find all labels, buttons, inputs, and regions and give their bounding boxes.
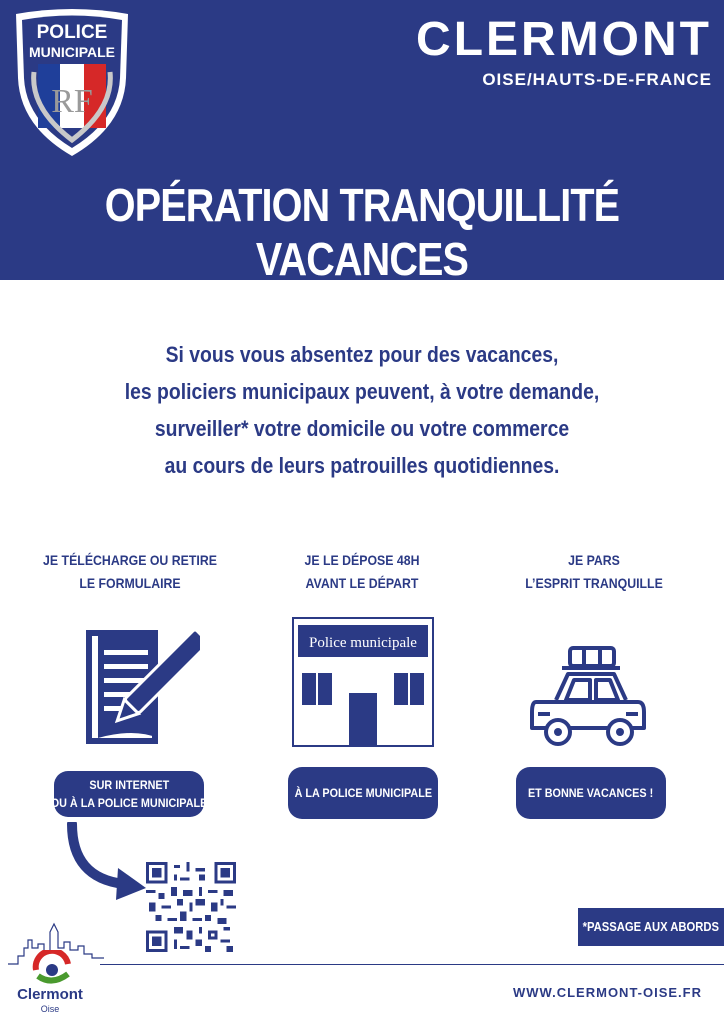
city-region: OISE/HAUTS-DE-FRANCE <box>482 70 712 89</box>
city-name: CLERMONT <box>416 13 712 66</box>
step-2-pill <box>288 767 438 819</box>
qr-code-icon[interactable] <box>146 862 236 952</box>
police-station-icon <box>292 617 434 747</box>
footer-divider <box>100 964 724 965</box>
intro-line: les policiers municipaux peuvent, à votre demande, <box>124 379 600 404</box>
page-title: OPÉRATION TRANQUILLITÉ VACANCES <box>104 179 620 285</box>
step-3-heading-line: L’ESPRIT TRANQUILLE <box>525 575 663 591</box>
step-3-heading-line: JE PARS <box>568 552 620 568</box>
police-badge-icon <box>12 8 132 160</box>
step-1-heading-line: JE TÉLÉCHARGE OU RETIRE <box>43 552 217 568</box>
form-pen-icon <box>84 628 200 746</box>
logo-subtitle: Oise <box>40 1004 60 1014</box>
website-link[interactable]: WWW.CLERMONT-OISE.FR <box>513 985 702 1000</box>
car-luggage-icon <box>528 642 652 746</box>
intro-line: Si vous vous absentez pour des vacances, <box>165 342 559 367</box>
step-1-heading <box>42 549 218 595</box>
badge-monogram: RF <box>51 83 93 120</box>
logo-name: Clermont <box>17 986 83 1003</box>
step-1-pill <box>50 771 208 817</box>
step-3-heading <box>506 549 682 595</box>
step-2-heading-line: JE LE DÉPOSE 48H <box>304 552 420 568</box>
footnote-badge <box>578 908 724 946</box>
step-1-heading-line: LE FORMULAIRE <box>79 575 181 591</box>
step-3-pill-line: ET BONNE VACANCES ! <box>528 786 654 800</box>
footnote-text: *PASSAGE AUX ABORDS <box>582 920 720 934</box>
clermont-logo-icon <box>30 950 74 988</box>
step-2-heading <box>274 549 450 595</box>
intro-line: au cours de leurs patrouilles quotidiennes. <box>164 453 560 478</box>
step-3-pill <box>516 767 666 819</box>
badge-line1: POLICE <box>36 22 108 43</box>
curved-arrow-icon <box>66 822 156 902</box>
city-block <box>416 12 712 90</box>
step-2-pill-line: À LA POLICE MUNICIPALE <box>294 786 432 800</box>
intro-text <box>79 336 646 484</box>
step-1-pill-line: SUR INTERNET <box>89 778 169 792</box>
station-sign: Police municipale <box>309 635 417 651</box>
step-1-pill-line: OU À LA POLICE MUNICIPALE <box>50 796 208 810</box>
step-2-heading-line: AVANT LE DÉPART <box>305 575 419 591</box>
badge-line2: MUNICIPALE <box>28 44 116 60</box>
header-banner <box>0 0 724 285</box>
intro-line: surveiller* votre domicile ou votre commerce <box>154 416 570 441</box>
